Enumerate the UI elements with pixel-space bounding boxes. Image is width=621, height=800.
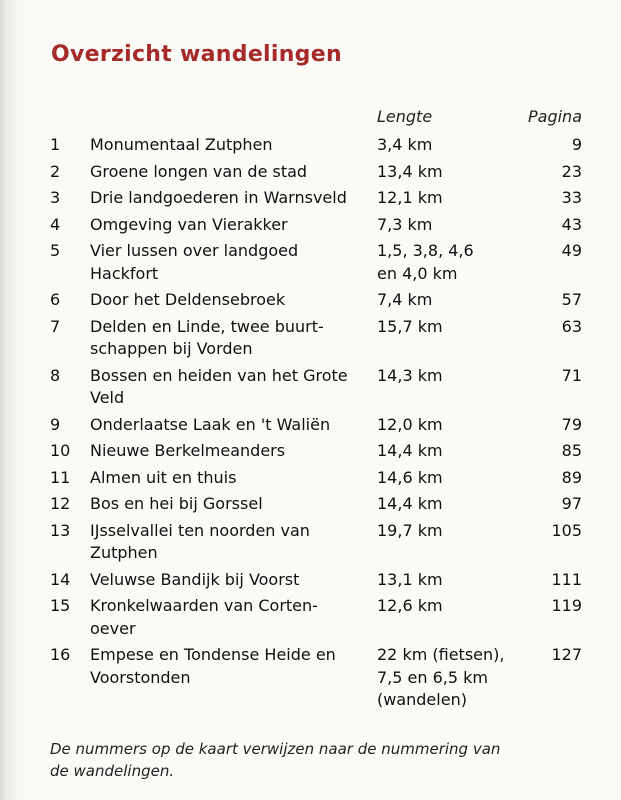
walk-page: 23 [561,161,582,181]
walk-name: Delden en Linde, twee buurt- schappen bij Vorden [90,316,324,358]
column-header-length: Lengte [377,107,433,126]
walk-name: Door het Deldensebroek [90,290,286,309]
walk-length: 14,4 km [377,441,443,460]
walk-page: 49 [561,241,582,260]
walk-number: 10 [50,441,71,460]
table-row [0,316,621,365]
walk-name: IJsselvallei ten noorden van Zutphen [90,520,310,562]
table-row [0,187,621,214]
walk-length: 13,1 km [377,569,443,589]
table-row [0,214,621,241]
walk-number: 8 [50,365,61,385]
walk-page: 119 [551,596,582,615]
table-row [0,414,621,441]
walks-table [0,134,621,709]
walk-length: 12,0 km [377,414,443,434]
walk-length: 19,7 km [377,520,443,540]
walk-page: 43 [561,214,582,234]
walk-number: 14 [50,569,71,589]
walk-name: Omgeving van Vierakker [90,214,288,234]
walk-name: Kronkelwaarden van Corten- oever [90,596,318,638]
walk-number: 13 [50,520,71,540]
walk-page: 111 [551,569,582,589]
table-row [0,569,621,596]
walk-length: 13,4 km [377,161,443,181]
walk-page: 9 [571,135,582,154]
table-row [0,289,621,316]
walk-length: 1,5, 3,8, 4,6 en 4,0 km [377,241,474,283]
walk-length: 7,4 km [377,290,433,309]
walk-number: 4 [50,214,61,234]
walk-number: 15 [50,596,71,615]
walk-name: Veluwse Bandijk bij Voorst [90,569,300,589]
walk-number: 5 [50,241,61,260]
table-row [0,134,621,161]
walk-page: 105 [551,520,582,540]
walk-number: 3 [50,188,61,207]
walk-page: 85 [561,441,582,460]
walk-page: 71 [561,365,582,385]
walk-name: Drie landgoederen in Warnsveld [90,188,347,207]
walk-name: Groene longen van de stad [90,161,308,181]
walk-number: 11 [50,467,71,487]
walk-length: 3,4 km [377,135,433,154]
walk-page: 33 [561,188,582,207]
table-row [0,365,621,414]
walk-name: Bos en hei bij Gorssel [90,494,263,513]
walk-number: 12 [50,494,71,513]
page-title: Overzicht wandelingen [51,42,342,67]
column-header-page: Pagina [528,107,582,126]
table-row [0,520,621,569]
walk-page: 127 [551,645,582,664]
walk-name: Vier lussen over landgoed Hackfort [90,241,299,283]
walk-name: Bossen en heiden van het Grote Veld [90,365,348,407]
walk-number: 7 [50,316,61,336]
walk-page: 89 [561,467,582,487]
table-row [0,595,621,644]
walk-name: Onderlaatse Laak en 't Waliën [90,414,331,434]
walk-length: 7,3 km [377,214,433,234]
walk-page: 63 [561,316,582,336]
walk-number: 16 [50,645,71,664]
table-row [0,644,621,709]
walk-number: 1 [50,135,61,154]
walk-length: 12,6 km [377,596,443,615]
footnote: De nummers op de kaart verwijzen naar de nummering van de wandelingen. [50,740,501,780]
walk-length: 22 km (fietsen), 7,5 en 6,5 km (wandelen) [377,645,505,709]
walk-length: 15,7 km [377,316,443,336]
walk-page: 57 [561,290,582,309]
walk-name: Nieuwe Berkelmeanders [90,441,286,460]
walk-name: Almen uit en thuis [90,467,237,487]
table-row [0,440,621,467]
walk-name: Empese en Tondense Heide en Voorstonden [90,645,336,687]
walk-length: 14,4 km [377,494,443,513]
walk-length: 12,1 km [377,188,443,207]
walk-page: 97 [561,494,582,513]
walk-number: 2 [50,161,61,181]
walk-number: 9 [50,414,61,434]
table-row [0,240,621,289]
table-row [0,161,621,188]
walk-length: 14,6 km [377,467,443,487]
walk-page: 79 [561,414,582,434]
walk-number: 6 [50,290,61,309]
table-row [0,467,621,494]
table-row [0,493,621,520]
walk-name: Monumentaal Zutphen [90,135,273,154]
walk-length: 14,3 km [377,365,443,385]
